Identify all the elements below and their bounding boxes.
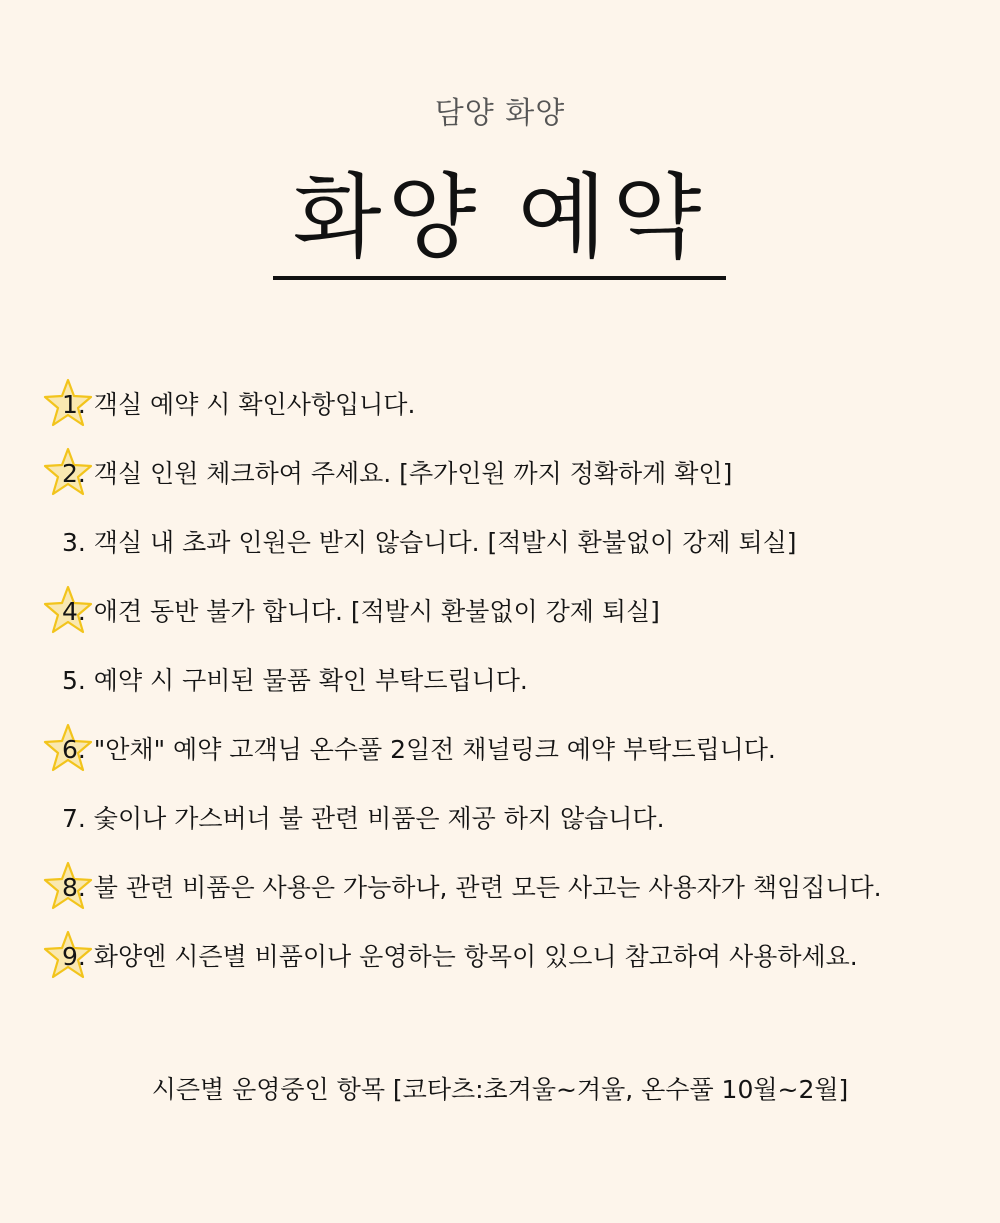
rule-item-3: [0, 518, 1000, 568]
rule-item-8: [0, 863, 1000, 913]
rule-text-9: 9. 화양엔 시즌별 비품이나 운영하는 항목이 있으니 참고하여 사용하세요.: [62, 942, 858, 971]
rule-text-7: 7. 숯이나 가스버너 불 관련 비품은 제공 하지 않습니다.: [62, 804, 665, 833]
brand-subtitle: 담양 화양: [434, 96, 566, 131]
rule-text-6: 6. "안채" 예약 고객님 온수풀 2일전 채널링크 예약 부탁드립니다.: [62, 735, 776, 764]
rule-item-4: [0, 587, 1000, 637]
rule-item-7: [0, 794, 1000, 844]
rule-item-1: [0, 380, 1000, 430]
page-title: 화양 예약: [292, 164, 708, 271]
rule-text-3: 3. 객실 내 초과 인원은 받지 않습니다. [적발시 환불없이 강제 퇴실]: [62, 528, 797, 557]
rule-text-8: 8. 불 관련 비품은 사용은 가능하나, 관련 모든 사고는 사용자가 책임집니다.: [62, 873, 882, 902]
rule-text-5: 5. 예약 시 구비된 물품 확인 부탁드립니다.: [62, 666, 528, 695]
rule-text-4: 4. 애견 동반 불가 합니다. [적발시 환불없이 강제 퇴실]: [62, 597, 660, 626]
rule-item-2: [0, 449, 1000, 499]
rule-item-6: [0, 725, 1000, 775]
title-underline: [273, 276, 726, 280]
rule-text-2: 2. 객실 인원 체크하여 주세요. [추가인원 까지 정확하게 확인]: [62, 459, 733, 488]
seasonal-items-note: 시즌별 운영중인 항목 [코타츠:초겨울~겨울, 온수풀 10월~2월]: [151, 1075, 849, 1104]
rule-item-5: [0, 656, 1000, 706]
rule-item-9: [0, 932, 1000, 982]
rule-text-1: 1. 객실 예약 시 확인사항입니다.: [62, 390, 416, 419]
